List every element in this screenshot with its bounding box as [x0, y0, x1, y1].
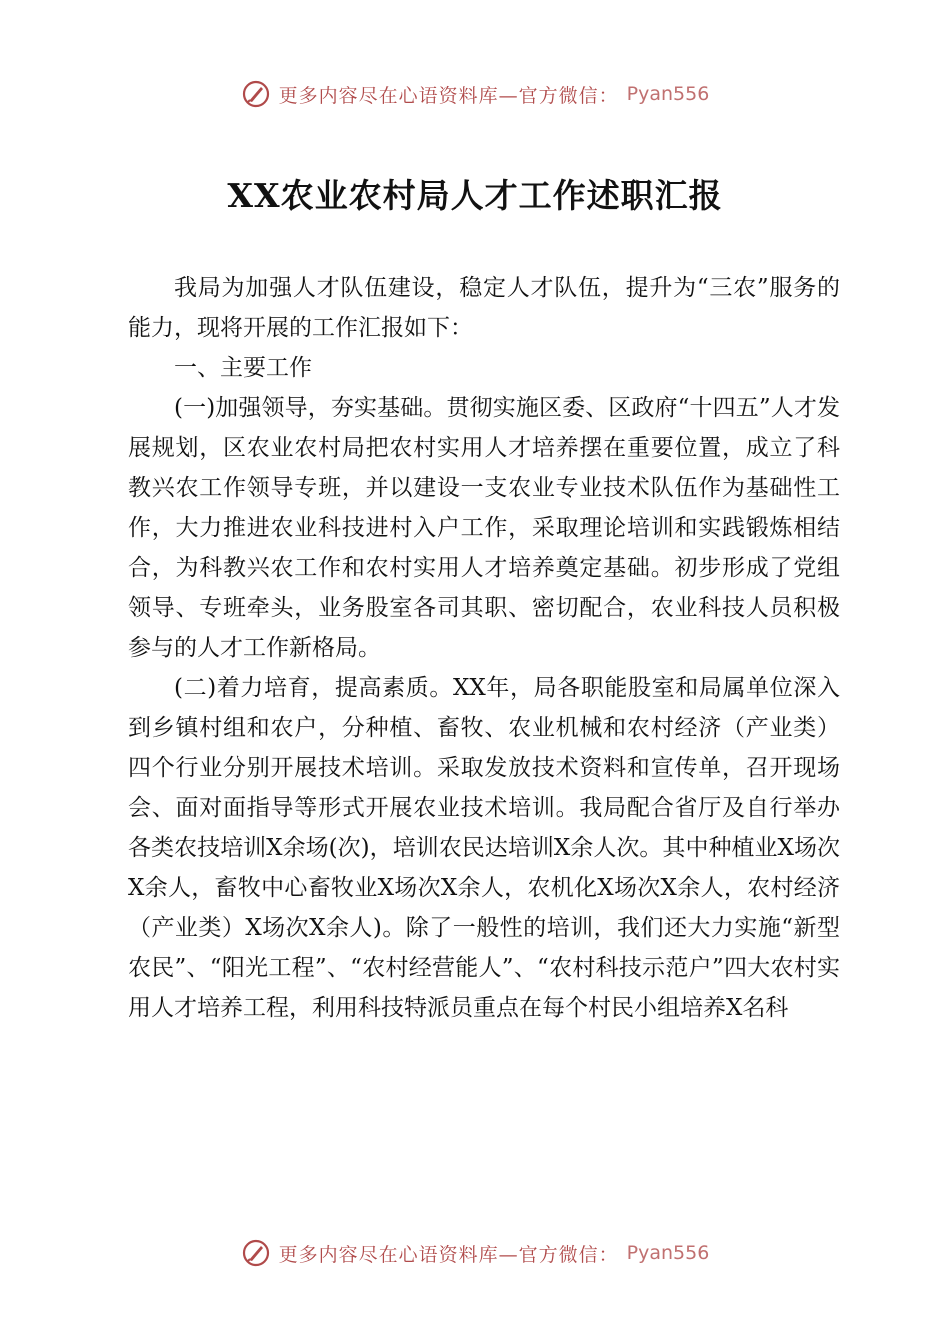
quill-logo-icon	[241, 1238, 271, 1268]
paragraph-leadership: (一)加强领导，夯实基础。贯彻实施区委、区政府“十四五”人才发展规划，区农业农村局把农村实用人才培养摆在重要位置，成立了科教兴农工作领导专班，并以建设一支农业专业技术队伍作为基础性工作，大力推进农业科技进村入户工作，采取理论培训和实践锻炼相结合，为科教兴农工作和农村实用人才培养奠定基础。初步形成了党组领导、专班牵头，业务股室各司其职、密切配合，农业科技人员积极参与的人才工作新格局。	[128, 395, 840, 661]
intro-paragraph: 我局为加强人才队伍建设，稳定人才队伍，提升为“三农”服务的能力，现将开展的工作汇报如下：	[128, 275, 840, 341]
watermark-wechat-id: Pyan556	[626, 1242, 710, 1264]
section-heading: 一、主要工作	[174, 355, 312, 381]
quill-logo-icon	[241, 79, 271, 109]
document-body	[128, 268, 840, 1028]
watermark-footer	[0, 1233, 950, 1273]
watermark-header	[0, 74, 950, 114]
paragraph-training: (二)着力培育，提高素质。XX年，局各职能股室和局属单位深入到乡镇村组和农户，分种植、畜牧、农业机械和农村经济（产业类）四个行业分别开展技术培训。采取发放技术资料和宣传单，召开现场会、面对面指导等形式开展农业技术培训。我局配合省厅及自行举办各类农技培训X余场(次)，培训农民达培训X余人次。其中种植业X场次X余人，畜牧中心畜牧业X场次X余人，农机化X场次X余人，农村经济（产业类）X场次X余人)。除了一般性的培训，我们还大力实施“新型农民”、“阳光工程”、“农村经营能人”、“农村科技示范户”四大农村实用人才培养工程，利用科技特派员重点在每个村民小组培养X名科	[128, 675, 840, 1021]
watermark-text: 更多内容尽在心语资料库—官方微信：	[278, 1243, 619, 1266]
document-title: XX农业农村局人才工作述职汇报	[227, 176, 723, 215]
watermark-wechat-id: Pyan556	[626, 83, 710, 105]
watermark-text: 更多内容尽在心语资料库—官方微信：	[278, 84, 619, 107]
